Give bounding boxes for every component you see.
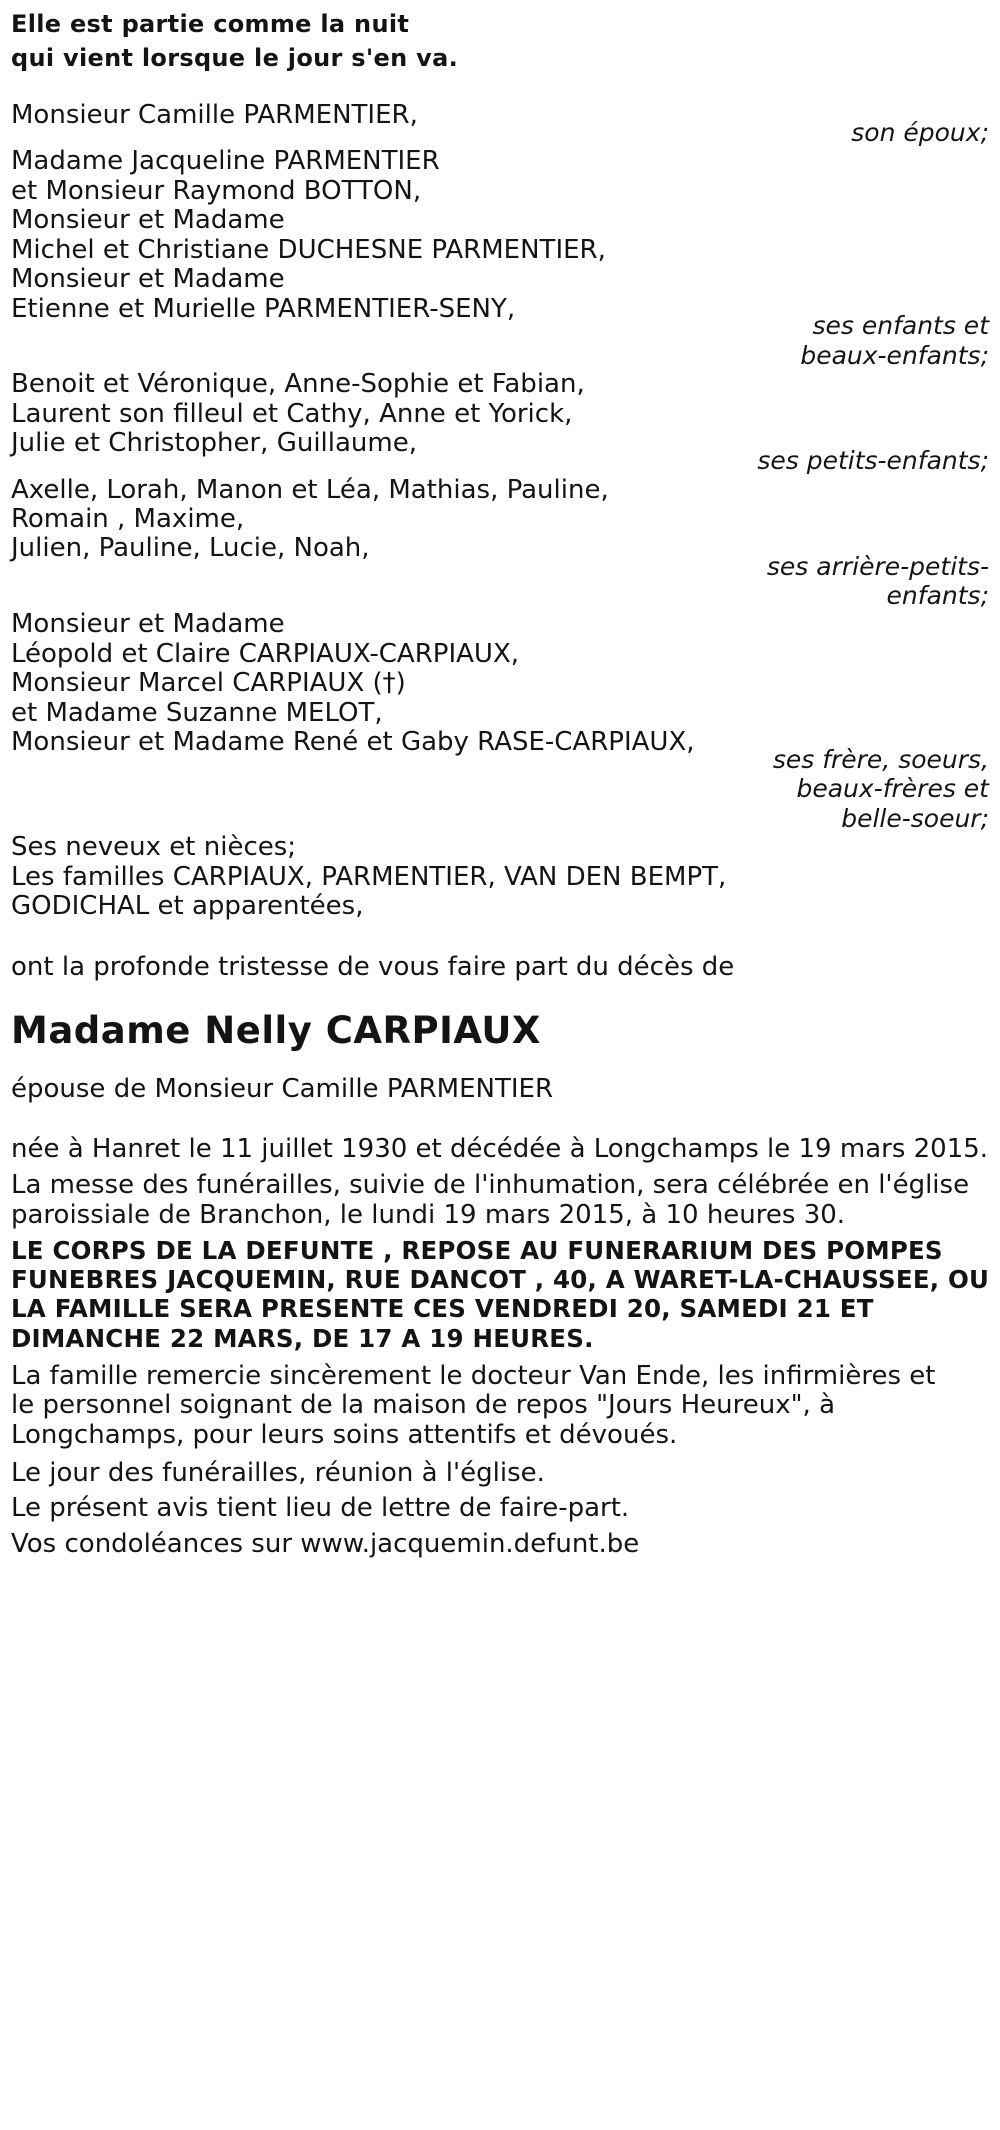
siblings-role-line: beaux-frères et xyxy=(796,774,989,803)
siblings-name-line: et Madame Suzanne MELOT, xyxy=(11,698,383,728)
birth-death: née à Hanret le 11 juillet 1930 et décédée à Longchamps le 19 mars 2015. xyxy=(11,1134,989,1164)
siblings-name-line: Monsieur Marcel CARPIAUX (†) xyxy=(11,668,406,698)
great-grandchildren-name-line: Julien, Pauline, Lucie, Noah, xyxy=(11,533,370,563)
children-role-line: ses enfants et xyxy=(812,311,989,340)
siblings-role-line: ses frère, soeurs, xyxy=(772,745,989,774)
others-line: GODICHAL et apparentées, xyxy=(11,891,364,921)
great-grandchildren-name-line: Romain , Maxime, xyxy=(11,504,245,534)
reunion: Le jour des funérailles, réunion à l'église. xyxy=(11,1458,545,1488)
announcement: ont la profonde tristesse de vous faire part du décès de xyxy=(11,952,735,982)
spouse-of: épouse de Monsieur Camille PARMENTIER xyxy=(11,1074,554,1104)
thanks-line: Longchamps, pour leurs soins attentifs et dévoués. xyxy=(11,1420,678,1450)
children-name-line: Michel et Christiane DUCHESNE PARMENTIER, xyxy=(11,235,606,265)
great-grandchildren-name-line: Axelle, Lorah, Manon et Léa, Mathias, Pauline, xyxy=(11,475,609,505)
deceased-name: Madame Nelly CARPIAUX xyxy=(11,1009,541,1052)
visitation-line: LA FAMILLE SERA PRESENTE CES VENDREDI 20, SAMEDI 21 ET xyxy=(11,1294,874,1323)
children-name-line: Monsieur et Madame xyxy=(11,205,285,235)
great-grandchildren-role-line: ses arrière-petits- xyxy=(766,552,989,581)
spouse-role: son époux; xyxy=(851,118,989,147)
children-name-line: et Monsieur Raymond BOTTON, xyxy=(11,176,422,206)
others-line: Les familles CARPIAUX, PARMENTIER, VAN DEN BEMPT, xyxy=(11,862,727,892)
grandchildren-role: ses petits-enfants; xyxy=(757,446,989,475)
siblings-role-line: belle-soeur; xyxy=(841,804,989,833)
siblings-name-line: Léopold et Claire CARPIAUX-CARPIAUX, xyxy=(11,639,520,669)
visitation-line: FUNEBRES JACQUEMIN, RUE DANCOT , 40, A WARET-LA-CHAUSSEE, OU xyxy=(11,1265,990,1294)
epigraph-line: Elle est partie comme la nuit xyxy=(11,10,410,38)
children-role-line: beaux-enfants; xyxy=(800,341,989,370)
spouse-name: Monsieur Camille PARMENTIER, xyxy=(11,100,418,130)
siblings-name-line: Monsieur et Madame René et Gaby RASE-CARPIAUX, xyxy=(11,727,695,757)
funeral-mass-line: paroissiale de Branchon, le lundi 19 mars 2015, à 10 heures 30. xyxy=(11,1200,846,1230)
thanks-line: le personnel soignant de la maison de repos "Jours Heureux", à xyxy=(11,1390,836,1420)
thanks-line: La famille remercie sincèrement le docteur Van Ende, les infirmières et xyxy=(11,1361,936,1391)
funeral-mass-line: La messe des funérailles, suivie de l'inhumation, sera célébrée en l'église xyxy=(11,1170,970,1200)
condolences: Vos condoléances sur www.jacquemin.defunt.be xyxy=(11,1529,640,1559)
great-grandchildren-role-line: enfants; xyxy=(886,581,989,610)
visitation-line: DIMANCHE 22 MARS, DE 17 A 19 HEURES. xyxy=(11,1324,594,1353)
grandchildren-name-line: Laurent son filleul et Cathy, Anne et Yorick, xyxy=(11,399,573,429)
grandchildren-name-line: Julie et Christopher, Guillaume, xyxy=(11,428,417,458)
grandchildren-name-line: Benoit et Véronique, Anne-Sophie et Fabian, xyxy=(11,369,585,399)
siblings-name-line: Monsieur et Madame xyxy=(11,609,285,639)
children-name-line: Monsieur et Madame xyxy=(11,264,285,294)
children-name-line: Madame Jacqueline PARMENTIER xyxy=(11,146,440,176)
epigraph-line: qui vient lorsque le jour s'en va. xyxy=(11,44,459,72)
visitation-line: LE CORPS DE LA DEFUNTE , REPOSE AU FUNERARIUM DES POMPES xyxy=(11,1236,943,1265)
children-name-line: Etienne et Murielle PARMENTIER-SENY, xyxy=(11,294,516,324)
others-line: Ses neveux et nièces; xyxy=(11,832,297,862)
notice: Le présent avis tient lieu de lettre de faire-part. xyxy=(11,1493,630,1523)
